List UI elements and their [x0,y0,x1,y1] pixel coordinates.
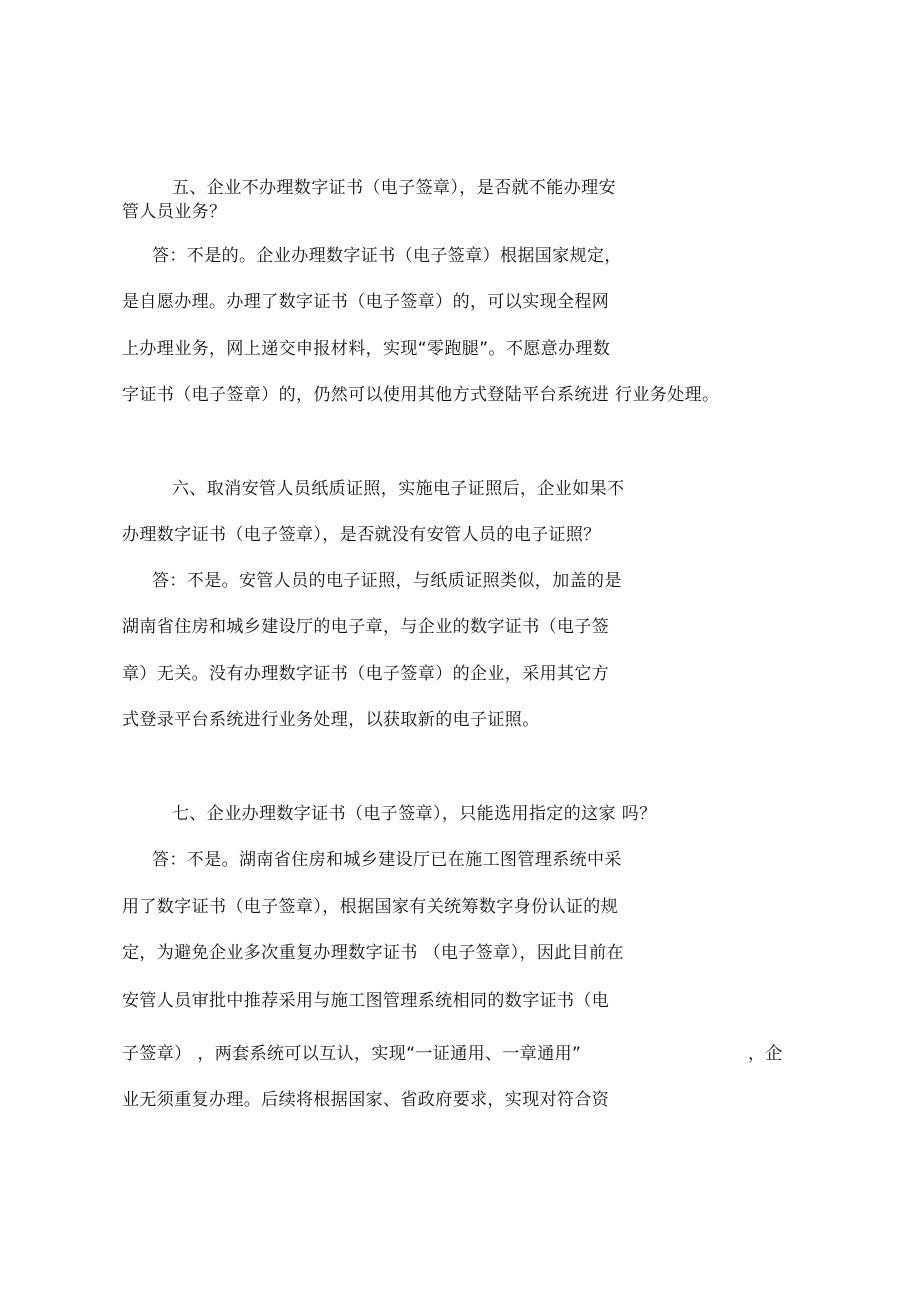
q6-answer-line-3: 章）无关。没有办理数字证书（电子签章）的企业，采用其它方 [122,664,610,684]
q7-answer-line-2: 用了数字证书（电子签章），根据国家有关统筹数字身份认证的规 [122,897,619,917]
q7-answer-line-3: 定，为避免企业多次重复办理数字证书 （电子签章），因此目前在 [122,943,624,963]
q6-answer-line-2: 湖南省住房和城乡建设厅的电子章，与企业的数字证书（电子签 [122,617,610,637]
q6-question-line-1: 六、取消安管人员纸质证照，实施电子证照后，企业如果不 [172,479,625,499]
q5-answer-line-4: 字证书（电子签章）的，仍然可以使用其他方式登陆平台系统进 行业务处理。 [122,385,720,405]
q7-answer-line-4: 安管人员审批中推荐采用与施工图管理系统相同的数字证书（电 [122,991,610,1011]
q5-answer-line-3: 上办理业务，网上递交申报材料，实现“零跑腿”。不愿意办理数 [122,339,611,359]
q6-question-line-2: 办理数字证书（电子签章），是否就没有安管人员的电子证照？ [122,525,601,545]
q7-question-line-1: 七、企业办理数字证书（电子签章），只能选用指定的这家 吗？ [172,804,657,824]
q5-answer-line-1: 答：不是的。企业办理数字证书（电子签章）根据国家规定， [152,246,622,266]
q5-answer-line-2: 是自愿办理。办理了数字证书（电子签章）的，可以实现全程网 [122,292,610,312]
q6-answer-line-1: 答：不是。安管人员的电子证照，与纸质证照类似，加盖的是 [152,571,622,591]
q6-answer-line-4: 式登录平台系统进行业务处理，以获取新的电子证照。 [122,710,540,730]
q5-question-line-1: 五、企业不办理数字证书（电子签章），是否就不能办理安 [172,178,616,198]
q7-answer-line-1: 答：不是。湖南省住房和城乡建设厅已在施工图管理系统中采 [152,850,622,870]
q7-answer-line-6: 业无须重复办理。后续将根据国家、省政府要求，实现对符合资 [122,1090,610,1110]
q7-answer-line-5-tail: ，企 [748,1044,783,1064]
q7-answer-line-5: 子签章） ，两套系统可以互认，实现“一证通用、一章通用” [122,1044,582,1064]
q5-question-line-2: 管人员业务？ [122,202,227,222]
